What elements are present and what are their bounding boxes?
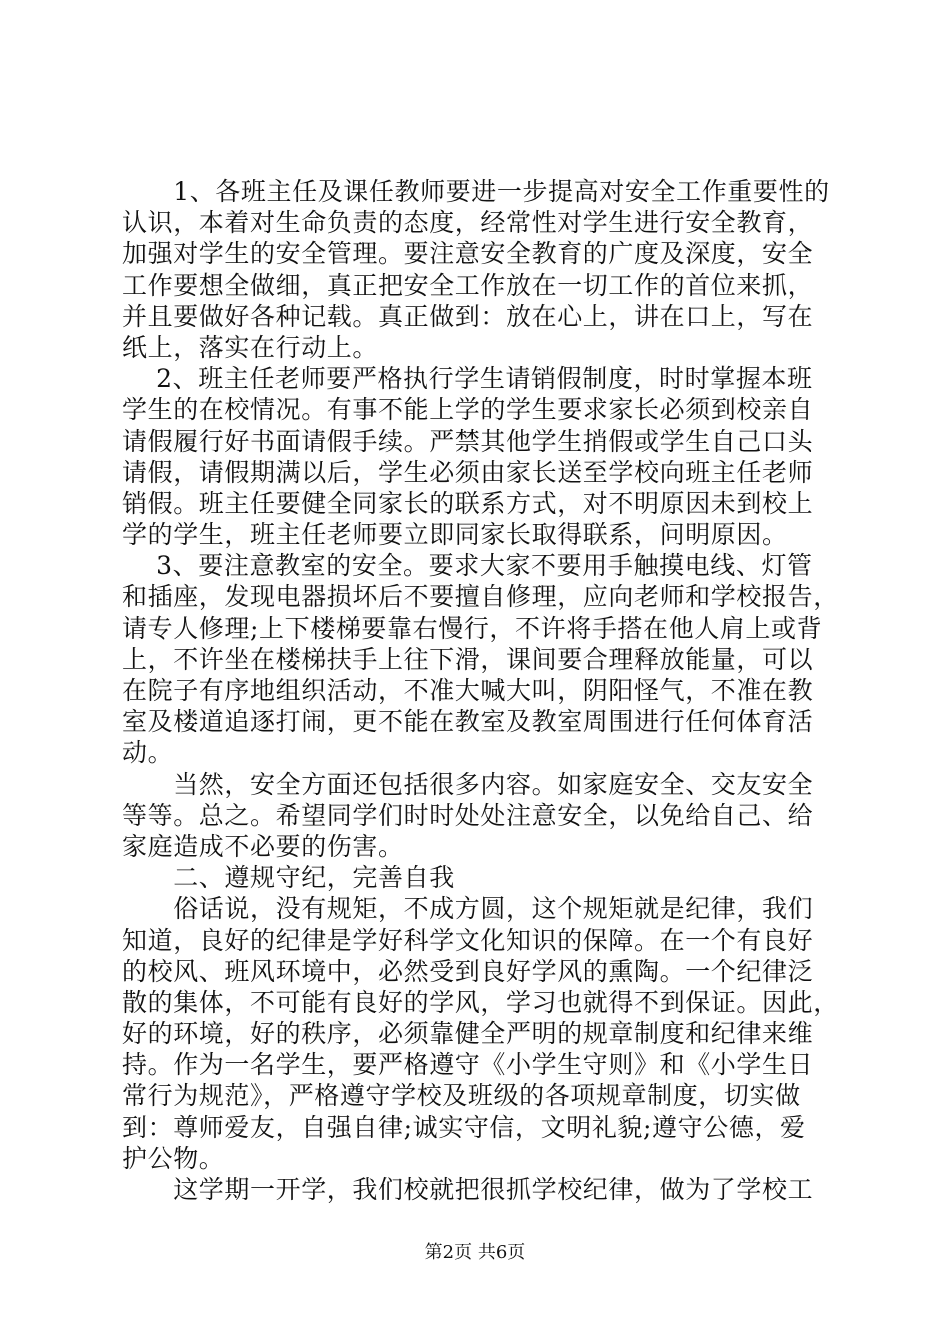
text-line: 学生的在校情况。有事不能上学的学生要求家长必须到校亲自 <box>122 395 814 425</box>
text-line: 家庭造成不必要的伤害。 <box>122 831 404 861</box>
text-line: 学的学生，班主任老师要立即同家长取得联系，问明原因。 <box>122 520 788 550</box>
text-line: 这学期一开学，我们校就把很抓学校纪律，做为了学校工 <box>122 1175 814 1204</box>
text-line: 到：尊师爱友，自强自律;诚实守信，文明礼貌;遵守公德，爱 <box>122 1112 806 1142</box>
text-line: 销假。班主任要健全同家长的联系方式，对不明原因未到校上 <box>122 488 814 518</box>
text-line: 3、要注意教室的安全。要求大家不要用手触摸电线、灯管 <box>122 551 813 581</box>
text-line: 的校风、班风环境中，必然受到良好学风的熏陶。一个纪律泛 <box>122 956 814 986</box>
text-line: 工作要想全做细，真正把安全工作放在一切工作的首位来抓， <box>122 270 814 300</box>
text-line: 纸上，落实在行动上。 <box>122 332 379 362</box>
text-line: 在院子有序地组织活动，不准大喊大叫，阴阳怪气，不准在教 <box>122 676 814 705</box>
paragraph-5 <box>122 893 842 1174</box>
text-line: 2、班主任老师要严格执行学生请销假制度，时时掌握本班 <box>122 364 813 394</box>
text-line: 请假，请假期满以后，学生必须由家长送至学校向班主任老师 <box>122 457 814 487</box>
text-line: 当然，安全方面还包括很多内容。如家庭安全、交友安全 <box>122 769 814 799</box>
text-line: 俗话说，没有规矩，不成方圆，这个规矩就是纪律，我们 <box>122 894 814 924</box>
text-line: 请专人修理;上下楼梯要靠右慢行，不许将手搭在他人肩上或背 <box>122 613 823 643</box>
paragraph-4 <box>122 769 842 863</box>
paragraph-2 <box>122 363 842 550</box>
text-line: 室及楼道追逐打闹，更不能在教室及教室周围进行任何体育活 <box>122 707 814 737</box>
text-line: 护公物。 <box>122 1143 225 1173</box>
paragraph-3 <box>122 550 842 768</box>
paragraph-6 <box>122 1174 842 1205</box>
text-line: 认识，本着对生命负责的态度，经常性对学生进行安全教育， <box>122 208 814 238</box>
section-heading <box>122 862 842 893</box>
page-footer: 第2页 共6页 <box>424 1242 526 1263</box>
text-line: 并且要做好各种记载。真正做到：放在心上，讲在口上，写在 <box>122 301 814 331</box>
text-line: 上，不许坐在楼梯扶手上往下滑，课间要合理释放能量，可以 <box>122 644 814 674</box>
text-line: 持。作为一名学生，要严格遵守《小学生守则》和《小学生日 <box>122 1050 814 1080</box>
text-line: 等等。总之。希望同学们时时处处注意安全，以免给自己、给 <box>122 800 814 830</box>
text-line: 散的集体，不可能有良好的学风，学习也就得不到保证。因此， <box>122 987 839 1017</box>
text-line: 加强对学生的安全管理。要注意安全教育的广度及深度，安全 <box>122 239 814 269</box>
text-line: 二、遵规守纪，完善自我 <box>122 863 455 893</box>
text-line: 动。 <box>122 738 174 768</box>
paragraph-1 <box>122 176 842 363</box>
text-line: 请假履行好书面请假手续。严禁其他学生捎假或学生自己口头 <box>122 426 814 456</box>
text-line: 和插座，发现电器损坏后不要擅自修理，应向老师和学校报告， <box>122 582 839 612</box>
text-line: 知道，良好的纪律是学好科学文化知识的保障。在一个有良好 <box>122 925 814 955</box>
document-body <box>122 176 842 1205</box>
text-line: 好的环境，好的秩序，必须靠健全严明的规章制度和纪律来维 <box>122 1019 814 1049</box>
text-line: 常行为规范》，严格遵守学校及班级的各项规章制度，切实做 <box>122 1081 801 1111</box>
text-line: 1、各班主任及课任教师要进一步提高对安全工作重要性的 <box>122 177 830 206</box>
